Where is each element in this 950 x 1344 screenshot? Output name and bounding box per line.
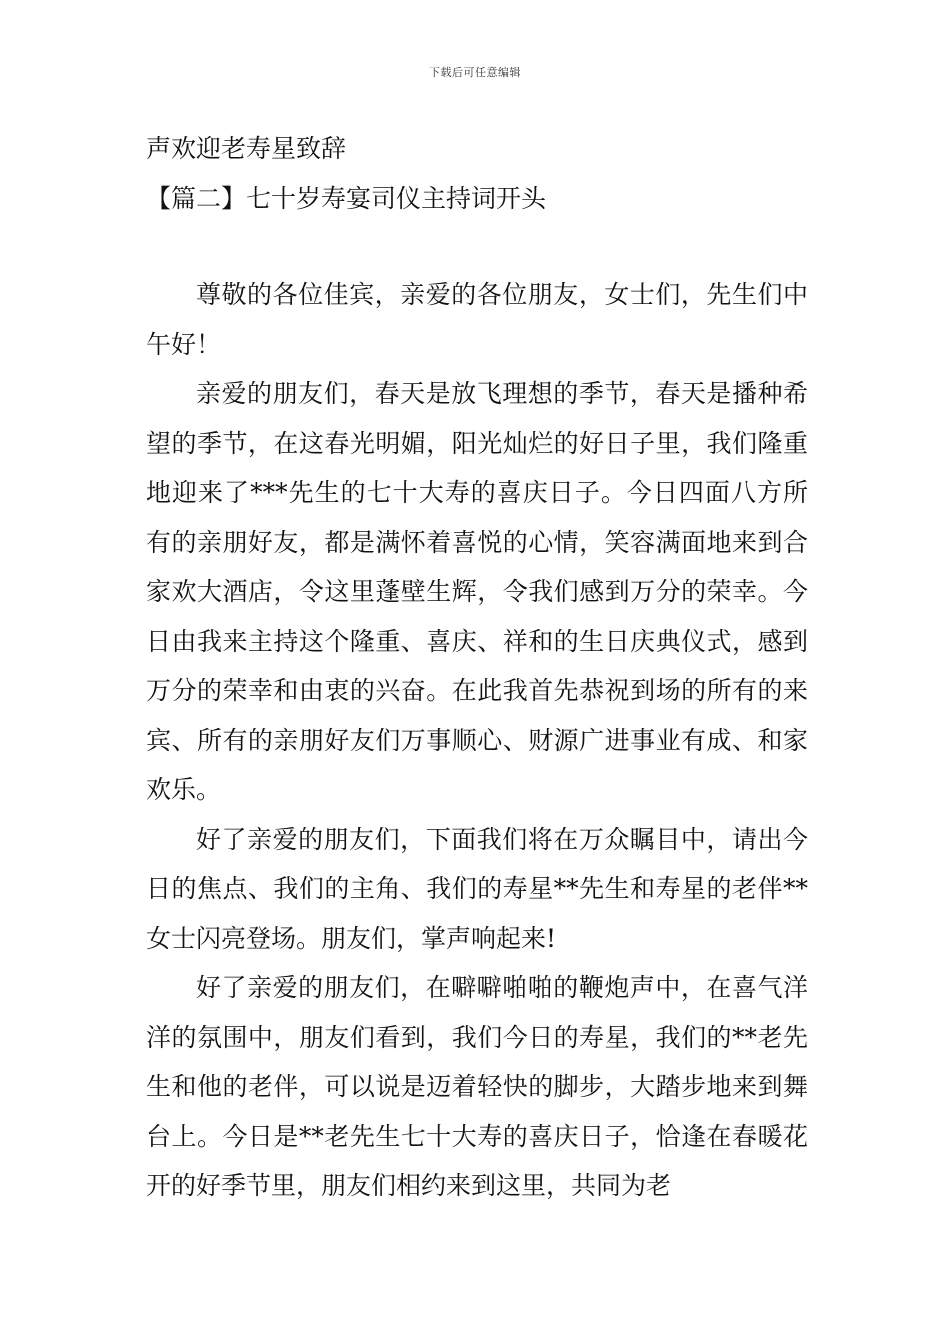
section-title: 【篇二】七十岁寿宴司仪主持词开头: [146, 183, 547, 213]
paragraph-welcome: 亲爱的朋友们，春天是放飞理想的季节，春天是播种希望的季节，在这春光明媚，阳光灿烂的好日子里，我们隆重地迎来了***先生的七十大寿的喜庆日子。今日四面八方所有的亲朋好友，都是满怀着喜悦的心情，笑容满面地来到合家欢大酒店，令这里蓬壁生辉，令我们感到万分的荣幸。今日由我来主持这个隆重、喜庆、祥和的生日庆典仪式，感到万分的荣幸和由衷的兴奋。在此我首先恭祝到场的所有的来宾、所有的亲朋好友们万事顺心、财源广进事业有成、和家欢乐。: [146, 379, 808, 804]
paragraph-greeting: 尊敬的各位佳宾，亲爱的各位朋友，女士们，先生们中午好！: [146, 280, 808, 359]
document-body: [146, 124, 808, 1211]
paragraph-arrival: 好了亲爱的朋友们，在噼噼啪啪的鞭炮声中，在喜气洋洋的氛围中，朋友们看到，我们今日的寿星，我们的**老先生和他的老伴，可以说是迈着轻快的脚步，大踏步地来到舞台上。今日是**老先生七十大寿的喜庆日子，恰逢在春暖花开的好季节里，朋友们相约来到这里，共同为老: [146, 973, 808, 1200]
header-note: 下载后可任意编辑: [429, 66, 521, 79]
paragraph-introduction: 好了亲爱的朋友们，下面我们将在万众瞩目中，请出今日的焦点、我们的主角、我们的寿星**先生和寿星的老伴**女士闪亮登场。朋友们，掌声响起来!: [146, 824, 808, 953]
blank-gap: [146, 223, 808, 270]
fragment-line: 声欢迎老寿星致辞: [146, 134, 347, 163]
